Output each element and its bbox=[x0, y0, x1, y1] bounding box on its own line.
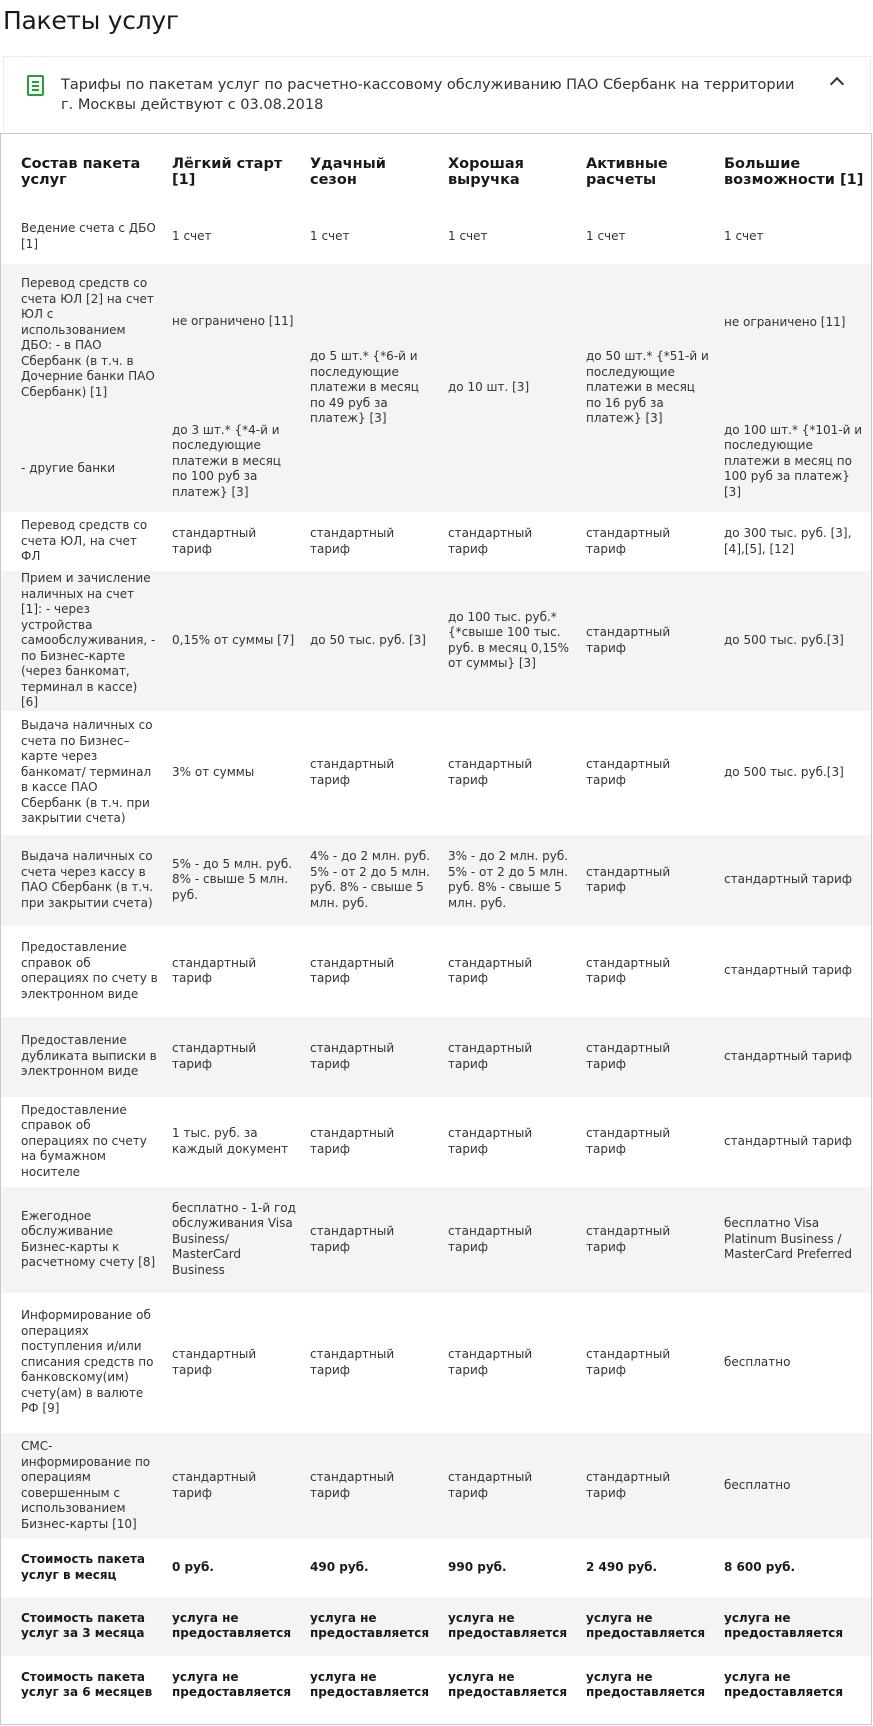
table-cell: стандартный тариф bbox=[440, 1293, 578, 1433]
header-easy-start: Лёгкий старт [1] bbox=[172, 155, 283, 188]
cell-bottom: до 3 шт.* {*4-й и последующие платежи в месяц по 100 руб за платеж} [3] bbox=[172, 422, 281, 499]
table-header-row bbox=[1, 134, 871, 209]
table-cell: 3% - до 2 млн. руб. 5% - от 2 до 5 млн. руб. 8% - свыше 5 млн. руб. bbox=[440, 835, 578, 926]
table-cell: до 500 тыс. руб.[3] bbox=[716, 571, 871, 711]
table-cell: 1 счет bbox=[716, 209, 871, 264]
table-cell: 1 счет bbox=[302, 209, 440, 264]
table-row bbox=[1, 926, 871, 1017]
table-cell: стандартный тариф bbox=[302, 1293, 440, 1433]
table-cell: стандартный тариф bbox=[716, 1097, 871, 1187]
table-cell: стандартный тариф bbox=[302, 711, 440, 835]
header-package-contents: Состав пакета услуг bbox=[21, 155, 141, 188]
table-cell: 4% - до 2 млн. руб. 5% - от 2 до 5 млн. руб. 8% - свыше 5 млн. руб. bbox=[302, 835, 440, 926]
table-cell: стандартный тариф bbox=[578, 1187, 716, 1293]
table-cell: до 300 тыс. руб. [3],[4],[5], [12] bbox=[716, 512, 871, 571]
table-cell: до 500 тыс. руб.[3] bbox=[716, 711, 871, 835]
row-label: Выдача наличных со счета через кассу в ПАО Сбербанк (в т.ч. при закрытии счета) bbox=[1, 835, 164, 926]
table-cell: стандартный тариф bbox=[578, 711, 716, 835]
row-label: Ежегодное обслуживание Бизнес-карты к расчетному счету [8] bbox=[1, 1187, 164, 1293]
table-cell bbox=[164, 264, 302, 512]
table-row bbox=[1, 711, 871, 835]
row-label: Стоимость пакета услуг за 6 месяцев bbox=[1, 1656, 164, 1715]
table-cell: услуга не предоставляется bbox=[164, 1597, 302, 1656]
table-row bbox=[1, 1597, 871, 1656]
table-cell: услуга не предоставляется bbox=[716, 1597, 871, 1656]
table-cell: 8 600 руб. bbox=[716, 1539, 871, 1597]
table-cell bbox=[716, 264, 871, 512]
table-cell: услуга не предоставляется bbox=[578, 1656, 716, 1715]
table-cell: стандартный тариф bbox=[440, 1097, 578, 1187]
header-good-revenue: Хорошая выручка bbox=[448, 155, 524, 188]
table-cell: услуга не предоставляется bbox=[578, 1597, 716, 1656]
table-cell: 2 490 руб. bbox=[578, 1539, 716, 1597]
table-cell: стандартный тариф bbox=[440, 1187, 578, 1293]
row-label: Предоставление дубликата выписки в электронном виде bbox=[1, 1017, 164, 1097]
table-cell: стандартный тариф bbox=[578, 1293, 716, 1433]
tariff-notice-accordion[interactable] bbox=[3, 56, 871, 132]
table-cell: стандартный тариф bbox=[440, 926, 578, 1017]
table-cell: стандартный тариф bbox=[716, 926, 871, 1017]
table-row bbox=[1, 1539, 871, 1597]
document-icon bbox=[27, 75, 44, 96]
table-cell: стандартный тариф bbox=[716, 1017, 871, 1097]
table-cell: стандартный тариф bbox=[164, 512, 302, 571]
table-cell: до 50 тыс. руб. [3] bbox=[302, 571, 440, 711]
row-label: Информирование об операциях поступления и/или списания средств по банковскому(им) счету(ам) в валюте РФ [9] bbox=[1, 1293, 164, 1433]
table-cell: стандартный тариф bbox=[302, 512, 440, 571]
table-cell: стандартный тариф bbox=[164, 1433, 302, 1539]
row-label: Перевод средств со счета ЮЛ, на счет ФЛ bbox=[1, 512, 164, 571]
table-cell: стандартный тариф bbox=[302, 1097, 440, 1187]
table-cell: стандартный тариф bbox=[578, 835, 716, 926]
table-cell: стандартный тариф bbox=[302, 926, 440, 1017]
table-cell: стандартный тариф bbox=[578, 1097, 716, 1187]
table-row bbox=[1, 209, 871, 264]
table-cell: услуга не предоставляется bbox=[164, 1656, 302, 1715]
table-cell: до 100 тыс. руб.* {*свыше 100 тыс. руб. в месяц 0,15% от суммы} [3] bbox=[440, 571, 578, 711]
row-label: Прием и зачисление наличных на счет [1]: - через устройства самообслуживания, - по Бизнес-карте (через банкомат, терминал в кассе) [6] bbox=[1, 571, 164, 711]
row-label: Стоимость пакета услуг за 3 месяца bbox=[1, 1597, 164, 1656]
tariff-notice-text: Тарифы по пакетам услуг по расчетно-кассовому обслуживанию ПАО Сбербанк на территории г. Москвы действуют с 03.08.2018 bbox=[61, 77, 795, 113]
table-row bbox=[1, 1017, 871, 1097]
row-label: Выдача наличных со счета по Бизнес–карте через банкомат/ терминал в кассе ПАО Сбербанк (в т.ч. при закрытии счета) bbox=[1, 711, 164, 835]
table-cell: до 50 шт.* {*51-й и последующие платежи в месяц по 16 руб за платеж} [3] bbox=[578, 264, 716, 512]
header-big-opportunities: Большие возможности [1] bbox=[724, 155, 864, 188]
row-label-top: Перевод средств со счета ЮЛ [2] на счет ЮЛ с использованием ДБО: - в ПАО Сбербанк (в т.ч. в Дочерние банки ПАО Сбербанк) [1] bbox=[21, 276, 155, 399]
table-cell: стандартный тариф bbox=[716, 835, 871, 926]
table-cell: стандартный тариф bbox=[440, 1017, 578, 1097]
table-row bbox=[1, 1097, 871, 1187]
table-cell: стандартный тариф bbox=[578, 1433, 716, 1539]
table-cell: стандартный тариф bbox=[578, 571, 716, 711]
table-cell: услуга не предоставляется bbox=[302, 1597, 440, 1656]
chevron-up-icon[interactable] bbox=[830, 77, 844, 91]
table-cell: 1 тыс. руб. за каждый документ bbox=[164, 1097, 302, 1187]
table-cell: стандартный тариф bbox=[578, 512, 716, 571]
table-cell: бесплатно - 1-й год обслуживания Visa Business/ MasterCard Business bbox=[164, 1187, 302, 1293]
table-cell: 3% от суммы bbox=[164, 711, 302, 835]
table-cell: 1 счет bbox=[440, 209, 578, 264]
service-packages-table bbox=[1, 134, 871, 1715]
cell-top: не ограничено [11] bbox=[172, 314, 294, 328]
table-cell: услуга не предоставляется bbox=[440, 1656, 578, 1715]
table-cell: услуга не предоставляется bbox=[440, 1597, 578, 1656]
table-cell: стандартный тариф bbox=[302, 1433, 440, 1539]
table-cell: 1 счет bbox=[578, 209, 716, 264]
table-row bbox=[1, 571, 871, 711]
table-row bbox=[1, 1293, 871, 1433]
row-label: Ведение счета с ДБО [1] bbox=[1, 209, 164, 264]
table-cell: стандартный тариф bbox=[164, 926, 302, 1017]
table-cell: до 10 шт. [3] bbox=[440, 264, 578, 512]
table-cell: стандартный тариф bbox=[164, 1017, 302, 1097]
table-cell: стандартный тариф bbox=[440, 1433, 578, 1539]
table-cell: бесплатно bbox=[716, 1293, 871, 1433]
table-row bbox=[1, 512, 871, 571]
service-packages-table-container bbox=[0, 133, 872, 1725]
row-label: Предоставление справок об операциях по счету в электронном виде bbox=[1, 926, 164, 1017]
table-row bbox=[1, 1656, 871, 1715]
table-row bbox=[1, 1187, 871, 1293]
table-cell: 490 руб. bbox=[302, 1539, 440, 1597]
row-label: СМС-информирование по операциям совершенным с использованием Бизнес-карты [10] bbox=[1, 1433, 164, 1539]
table-cell: 990 руб. bbox=[440, 1539, 578, 1597]
page-title: Пакеты услуг bbox=[3, 6, 179, 35]
table-row bbox=[1, 264, 871, 512]
table-cell: стандартный тариф bbox=[302, 1187, 440, 1293]
table-cell: услуга не предоставляется bbox=[716, 1656, 871, 1715]
table-cell: стандартный тариф bbox=[440, 711, 578, 835]
table-cell: 0 руб. bbox=[164, 1539, 302, 1597]
cell-top: не ограничено [11] bbox=[724, 315, 846, 329]
table-cell: до 5 шт.* {*6-й и последующие платежи в месяц по 49 руб за платеж} [3] bbox=[302, 264, 440, 512]
table-cell: бесплатно Visa Platinum Business / MasterCard Preferred bbox=[716, 1187, 871, 1293]
table-cell: стандартный тариф bbox=[578, 926, 716, 1017]
table-cell: бесплатно bbox=[716, 1433, 871, 1539]
cell-bottom: до 100 шт.* {*101-й и последующие платежи в месяц по 100 руб за платеж} [3] bbox=[724, 422, 863, 499]
row-label-bottom: - другие банки bbox=[21, 460, 116, 475]
table-cell: 5% - до 5 млн. руб. 8% - свыше 5 млн. руб. bbox=[164, 835, 302, 926]
table-cell: стандартный тариф bbox=[164, 1293, 302, 1433]
row-label: Стоимость пакета услуг в месяц bbox=[1, 1539, 164, 1597]
header-lucky-season: Удачный сезон bbox=[310, 155, 386, 188]
table-cell: стандартный тариф bbox=[302, 1017, 440, 1097]
table-row bbox=[1, 835, 871, 926]
header-active-payments: Активные расчеты bbox=[586, 155, 668, 188]
table-cell: стандартный тариф bbox=[578, 1017, 716, 1097]
table-cell: стандартный тариф bbox=[440, 512, 578, 571]
row-label: Предоставление справок об операциях по счету на бумажном носителе bbox=[1, 1097, 164, 1187]
table-row bbox=[1, 1433, 871, 1539]
table-cell: услуга не предоставляется bbox=[302, 1656, 440, 1715]
row-label bbox=[1, 264, 164, 512]
table-cell: 0,15% от суммы [7] bbox=[164, 571, 302, 711]
table-cell: 1 счет bbox=[164, 209, 302, 264]
